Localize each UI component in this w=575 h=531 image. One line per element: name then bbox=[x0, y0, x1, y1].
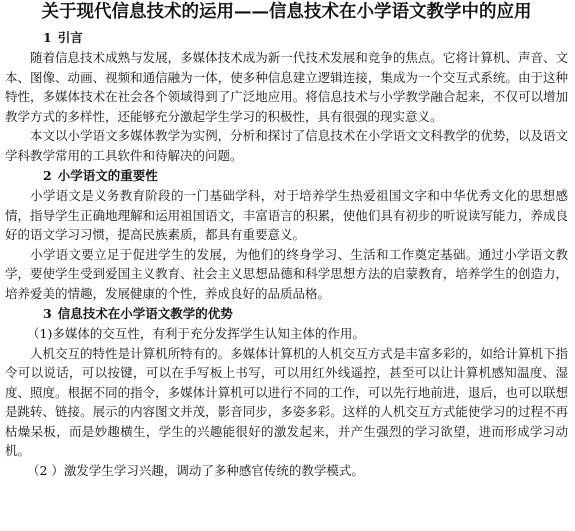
section-heading-introduction bbox=[5, 27, 568, 48]
paragraph: 本文以小学语文多媒体教学为实例，分析和探讨了信息技术在小学语文文科教学的优势，以及语文学科教学常用的工具软件和待解决的问题。 bbox=[5, 128, 568, 163]
document-title: 关于现代信息技术的运用——信息技术在小学语文教学中的应用 bbox=[41, 2, 532, 22]
paragraph: 小学语文是义务教育阶段的一门基础学科，对于培养学生热爱祖国文字和中华优秀文化的思想感情，指导学生正确地理解和运用祖国语文，丰富语言的积累，使他们具有初步的听说读写能力，养成良好的语文学习习惯，提高民族素质，都具有重要意义。 bbox=[5, 188, 568, 242]
sub-item: （2 ）激发学生学习兴趣，调动了多种感官传统的教学模式。 bbox=[27, 462, 364, 478]
section-heading-importance bbox=[5, 165, 568, 186]
paragraph: 人机交互的特性是计算机所特有的。多媒体计算机的人机交互方式是丰富多彩的，如给计算机下指令可以说话，可以按键，可以在手写板上书写，可以用红外线遥控，甚至可以让计算机感知温度、湿度、照度。根据不同的指令，多媒体计算机可以进行不同的工作，可以先行地前进，退后，也可以联想是跳转、链接。展示的内容图文并茂，影音同步，多姿多彩。这样的人机交互方式能使学习的过程不再枯燥呆板，而是妙趣横生，学生的兴趣能很好的激发起来，并产生强烈的学习欲望，进而形成学习动机。 bbox=[5, 345, 568, 458]
paragraph: 随着信息技术成熟与发展，多媒体技术成为新一代技术发展和竞争的焦点。它将计算机、声音、文本、图像、动画、视频和通信融为一体，使多种信息建立逻辑连接，集成为一个交互式系统。由于这种特性，多媒体技术在社会各个领域得到了广泛地应用。将信息技术与小学教学融合起来，不仅可以增加教学方式的多样性，还能够充分激起学生学习的积极性，具有很强的现实意义。 bbox=[5, 50, 568, 124]
paragraph: 小学语文要立足于促进学生的发展，为他们的终身学习、生活和工作奠定基础。通过小学语文教学，要使学生受到爱国主义教育、社会主义思想品德和科学思想方法的启蒙教育，培养学生的创造力，培养爱美的情趣，发展健康的个性，养成良好的品质品格。 bbox=[5, 246, 568, 301]
section-number: 2 bbox=[43, 168, 52, 183]
sub-item: （1)多媒体的交互性，有利于充分发挥学生认知主体的作用。 bbox=[27, 326, 365, 341]
section-title: 信息技术在小学语文教学的优势 bbox=[57, 306, 233, 321]
section-heading-advantages bbox=[5, 303, 568, 324]
section-title: 小学语文的重要性 bbox=[57, 168, 158, 183]
section-title: 引言 bbox=[57, 30, 83, 45]
section-number: 3 bbox=[43, 306, 52, 321]
section-number: 1 bbox=[43, 30, 52, 45]
